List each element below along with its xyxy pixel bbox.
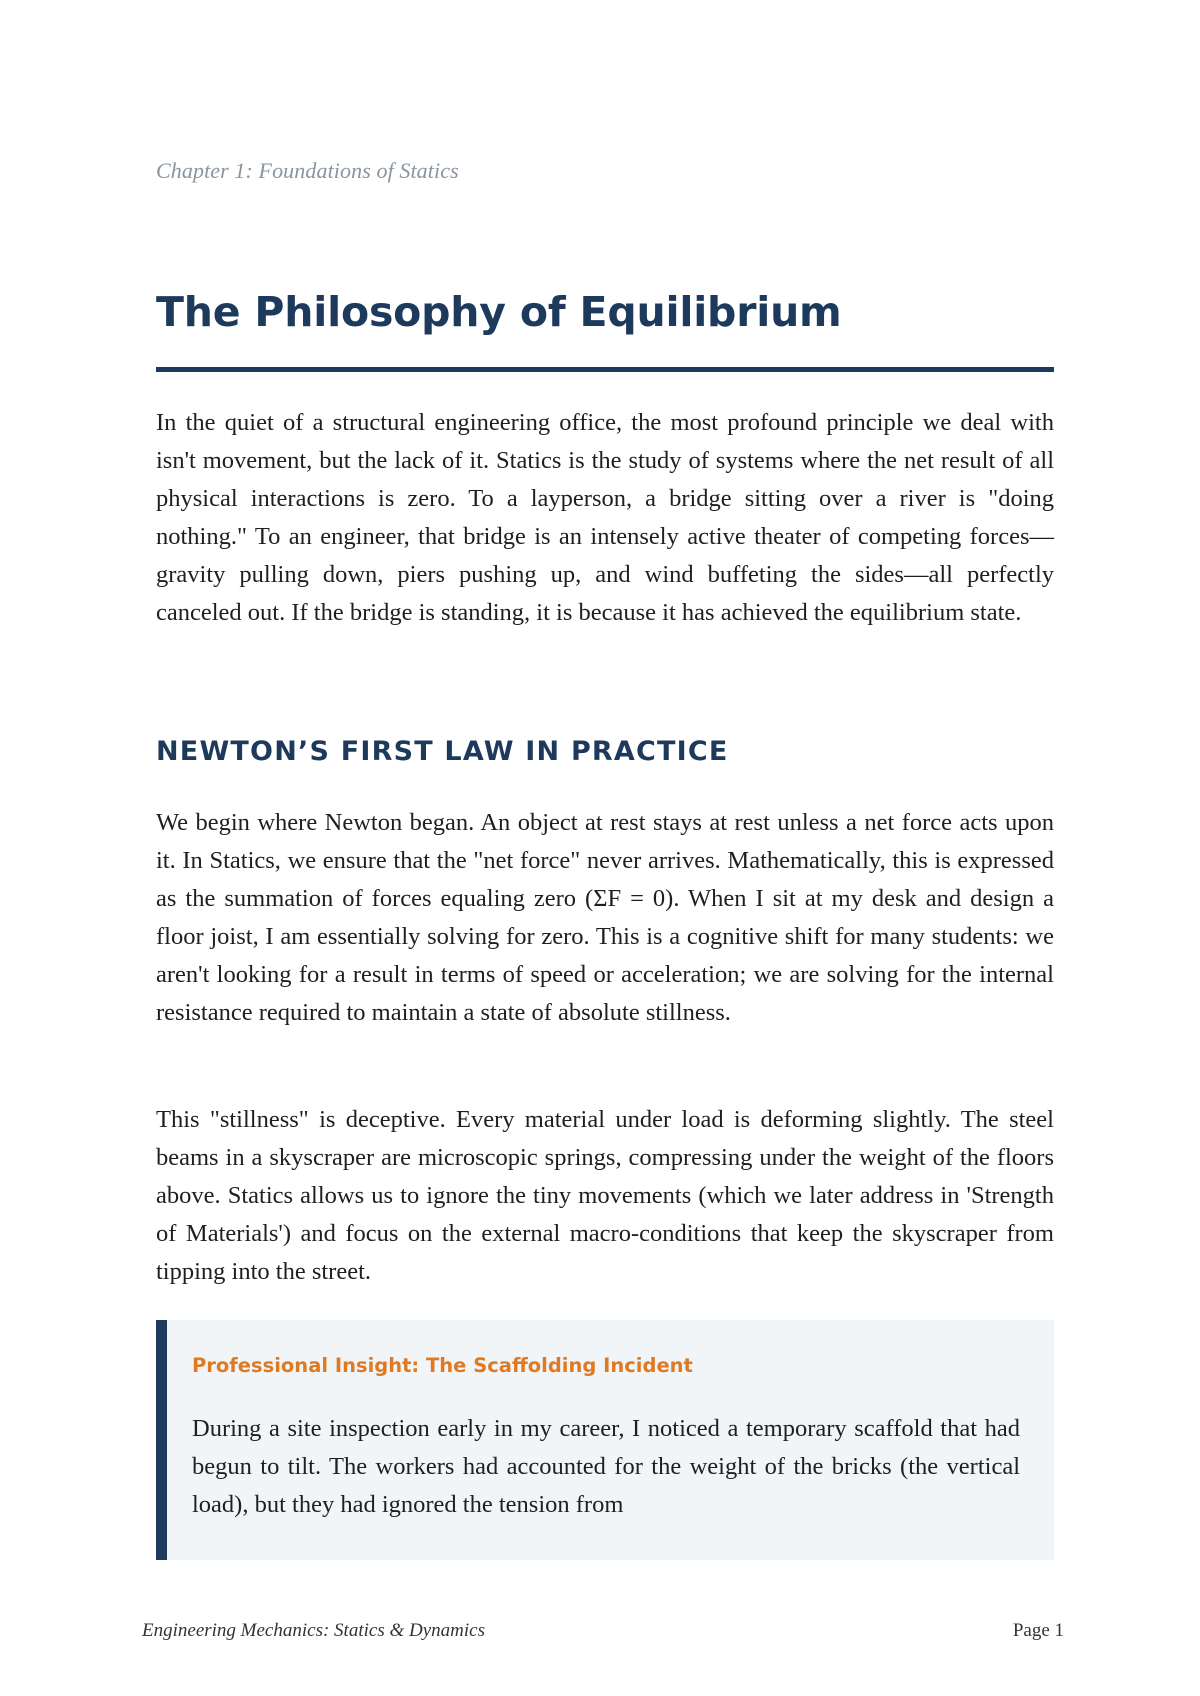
title-divider	[156, 367, 1054, 372]
footer-book-title: Engineering Mechanics: Statics & Dynamics	[142, 1620, 485, 1641]
callout-body: During a site inspection early in my career, I noticed a temporary scaffold that had begun to tilt. The workers had accounted for the weight of the bricks (the vertical load), but they had ignored the tension from	[192, 1415, 1020, 1518]
section-heading: NEWTON’S FIRST LAW IN PRACTICE	[156, 736, 729, 767]
footer-page-number: Page 1	[1012, 1620, 1064, 1641]
section-paragraph-1	[156, 804, 1054, 1032]
page-title: The Philosophy of Equilibrium	[156, 288, 842, 336]
running-header: Chapter 1: Foundations of Statics	[156, 158, 459, 183]
callout-title: Professional Insight: The Scaffolding Incident	[192, 1354, 693, 1377]
intro-text: In the quiet of a structural engineering office, the most profound principle we deal with isn't movement, but the lack of it. Statics is the study of systems where the net result of all physical interactions is zero. To a layperson, a bridge sitting over a river is "doing nothing." To an engineer, that bridge is an intensely active theater of competing forces—gravity pulling down, piers pushing up, and wind buffeting the sides—all perfectly canceled out. If the bridge is standing, it is because it has achieved the equilibrium state.	[156, 409, 1054, 626]
section-paragraph-1-text: We begin where Newton began. An object at rest stays at rest unless a net force acts upon it. In Statics, we ensure that the "net force" never arrives. Mathematically, this is expressed as the summation of forces equaling zero (ΣF = 0). When I sit at my desk and design a floor joist, I am essentially solving for zero. This is a cognitive shift for many students: we aren't looking for a result in terms of speed or acceleration; we are solving for the internal resistance required to maintain a state of absolute stillness.	[156, 809, 1054, 1026]
section-paragraph-2	[156, 1101, 1054, 1291]
section-paragraph-2-text: This "stillness" is deceptive. Every material under load is deforming slightly. The steel beams in a skyscraper are microscopic springs, compressing under the weight of the floors above. Statics allows us to ignore the tiny movements (which we later address in 'Strength of Materials') and focus on the external macro-conditions that keep the skyscraper from tipping into the street.	[156, 1106, 1054, 1285]
professional-insight-callout	[156, 1320, 1054, 1560]
intro-paragraph	[156, 404, 1054, 632]
callout-accent-bar	[156, 1320, 167, 1560]
